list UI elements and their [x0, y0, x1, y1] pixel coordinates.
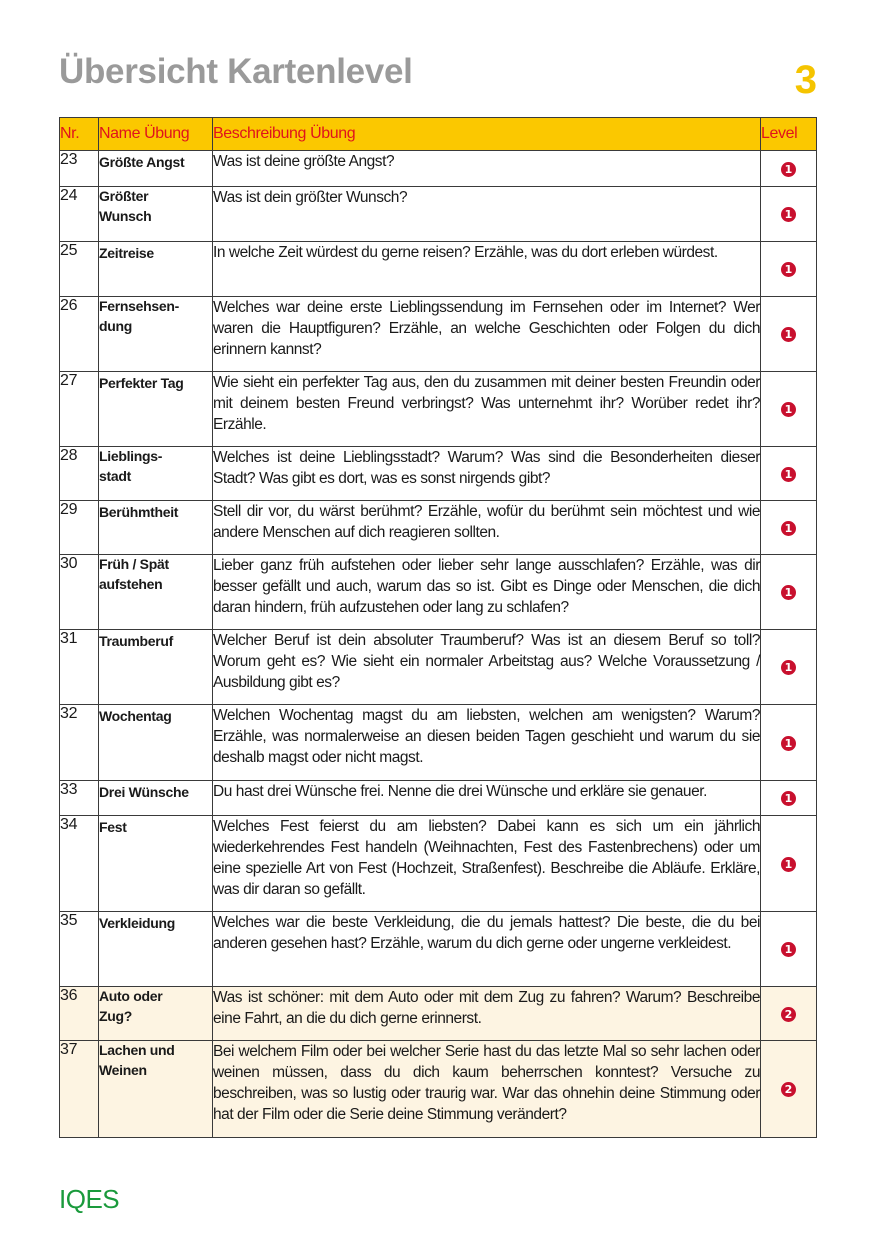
row-number: 32	[60, 705, 99, 781]
exercise-name: Früh / Spät aufstehen	[99, 555, 213, 630]
exercise-description: Stell dir vor, du wärst berühmt? Erzähle, wofür du berühmt sein möchtest und wie andere Menschen auf dich reagieren sollten.	[213, 501, 761, 555]
table-row	[60, 912, 817, 987]
exercise-name: Berühmtheit	[99, 501, 213, 555]
table-row	[60, 447, 817, 501]
exercise-description: Du hast drei Wünsche frei. Nenne die drei Wünsche und erkläre sie genauer.	[213, 781, 761, 816]
level-cell	[761, 912, 817, 987]
table-row	[60, 705, 817, 781]
exercise-description: Welches war deine erste Lieblingssendung im Fernsehen oder im Internet? Wer waren die Hauptfiguren? Erzähle, an welche Geschichten oder Folgen du dich erinnern kannst?	[213, 297, 761, 372]
level-badge-icon: 1	[781, 467, 796, 482]
exercise-description: Wie sieht ein perfekter Tag aus, den du zusammen mit deiner besten Freundin oder mit deinem besten Freund verbringst? Was unternehmt ihr? Worüber redet ihr? Erzähle.	[213, 372, 761, 447]
table-row	[60, 297, 817, 372]
row-number: 27	[60, 372, 99, 447]
table-row	[60, 501, 817, 555]
exercise-description: Was ist dein größter Wunsch?	[213, 187, 761, 242]
level-cell	[761, 297, 817, 372]
level-cell	[761, 987, 817, 1041]
row-number: 34	[60, 816, 99, 912]
row-number: 24	[60, 187, 99, 242]
level-cell	[761, 187, 817, 242]
exercise-name: Größter Wunsch	[99, 187, 213, 242]
level-badge-icon: 1	[781, 585, 796, 600]
exercise-overview-table	[59, 117, 817, 1138]
row-number: 33	[60, 781, 99, 816]
table-header-row	[60, 118, 817, 151]
level-cell	[761, 705, 817, 781]
table-row	[60, 151, 817, 187]
row-number: 31	[60, 630, 99, 705]
page-title: Übersicht Kartenlevel	[59, 52, 413, 91]
level-badge-icon: 1	[781, 327, 796, 342]
table-row	[60, 555, 817, 630]
exercise-description: Welches Fest feierst du am liebsten? Dabei kann es sich um ein jährlich wiederkehrendes Fest handeln (Weihnachten, Fest des Fastenbrechens) oder um eine spezielle Art von Fest (Hochzeit, Straßenfest). Beschreibe die Abläufe. Erkläre, was dir daran so gefällt.	[213, 816, 761, 912]
exercise-description: Was ist schöner: mit dem Auto oder mit dem Zug zu fahren? Warum? Beschreibe eine Fahrt, an die du dich gerne erinnerst.	[213, 987, 761, 1041]
exercise-description: Lieber ganz früh aufstehen oder lieber sehr lange ausschlafen? Erzähle, was dir besser gefällt und auch, warum das so ist. Gibt es Dinge oder Menschen, die dich daran hindern, früh aufzustehen oder lang zu schlafen?	[213, 555, 761, 630]
level-badge-icon: 1	[781, 660, 796, 675]
exercise-description: Bei welchem Film oder bei welcher Serie hast du das letzte Mal so sehr lachen oder weinen müssen, dass du dich kaum beherrschen konntest? Versuche zu beschreiben, was so lustig oder traurig war. War das ohnehin deine Stimmung oder hat der Film oder die Serie deine Stimmung verändert?	[213, 1041, 761, 1138]
page-level-number: 3	[794, 58, 817, 102]
exercise-description: Welchen Wochentag magst du am liebsten, welchen am wenigsten? Warum? Erzähle, was normalerweise an diesen beiden Tagen geschieht und warum du sie deshalb magst oder nicht magst.	[213, 705, 761, 781]
exercise-name: Lachen und Weinen	[99, 1041, 213, 1138]
column-header-name: Name Übung	[99, 118, 213, 151]
exercise-name: Fest	[99, 816, 213, 912]
row-number: 35	[60, 912, 99, 987]
exercise-name: Traumberuf	[99, 630, 213, 705]
level-badge-icon: 1	[781, 942, 796, 957]
row-number: 36	[60, 987, 99, 1041]
level-badge-icon: 1	[781, 857, 796, 872]
level-badge-icon: 1	[781, 262, 796, 277]
level-cell	[761, 781, 817, 816]
iqes-logo: IQES	[59, 1184, 120, 1214]
table-row	[60, 781, 817, 816]
exercise-description: In welche Zeit würdest du gerne reisen? Erzähle, was du dort erleben würdest.	[213, 242, 761, 297]
column-header-description: Beschreibung Übung	[213, 118, 761, 151]
level-badge-icon: 1	[781, 162, 796, 177]
level-badge-icon: 1	[781, 402, 796, 417]
exercise-name: Perfekter Tag	[99, 372, 213, 447]
exercise-name: Verkleidung	[99, 912, 213, 987]
exercise-description: Welcher Beruf ist dein absoluter Traumberuf? Was ist an diesem Beruf so toll? Worum geht es? Wie sieht ein normaler Arbeitstag aus? Welche Voraussetzung / Ausbildung gibt es?	[213, 630, 761, 705]
table-row	[60, 630, 817, 705]
exercise-description: Welches war die beste Verkleidung, die du jemals hattest? Die beste, die du bei anderen gesehen hast? Erzähle, warum du dich gerne oder ungerne verkleidest.	[213, 912, 761, 987]
exercise-description: Was ist deine größte Angst?	[213, 151, 761, 187]
row-number: 29	[60, 501, 99, 555]
table-row	[60, 1041, 817, 1138]
exercise-name: Drei Wünsche	[99, 781, 213, 816]
exercise-name: Wochentag	[99, 705, 213, 781]
level-cell	[761, 501, 817, 555]
level-badge-icon: 2	[781, 1082, 796, 1097]
table-body	[60, 151, 817, 1138]
level-badge-icon: 1	[781, 521, 796, 536]
table-row	[60, 987, 817, 1041]
level-cell	[761, 372, 817, 447]
row-number: 23	[60, 151, 99, 187]
table-row	[60, 372, 817, 447]
exercise-name: Fernsehsen- dung	[99, 297, 213, 372]
level-cell	[761, 447, 817, 501]
level-badge-icon: 1	[781, 791, 796, 806]
level-cell	[761, 816, 817, 912]
column-header-nr: Nr.	[60, 118, 99, 151]
table-row	[60, 816, 817, 912]
row-number: 25	[60, 242, 99, 297]
row-number: 37	[60, 1041, 99, 1138]
level-badge-icon: 1	[781, 736, 796, 751]
row-number: 30	[60, 555, 99, 630]
exercise-description: Welches ist deine Lieblingsstadt? Warum? Was sind die Besonderheiten dieser Stadt? Was gibt es dort, was es sonst nirgends gibt?	[213, 447, 761, 501]
table-row	[60, 187, 817, 242]
level-cell	[761, 555, 817, 630]
level-cell	[761, 630, 817, 705]
exercise-name: Größte Angst	[99, 151, 213, 187]
table-row	[60, 242, 817, 297]
exercise-name: Zeitreise	[99, 242, 213, 297]
level-cell	[761, 151, 817, 187]
level-badge-icon: 2	[781, 1007, 796, 1022]
level-badge-icon: 1	[781, 207, 796, 222]
exercise-name: Lieblings- stadt	[99, 447, 213, 501]
level-cell	[761, 1041, 817, 1138]
row-number: 26	[60, 297, 99, 372]
row-number: 28	[60, 447, 99, 501]
exercise-name: Auto oder Zug?	[99, 987, 213, 1041]
level-cell	[761, 242, 817, 297]
column-header-level: Level	[761, 118, 817, 151]
